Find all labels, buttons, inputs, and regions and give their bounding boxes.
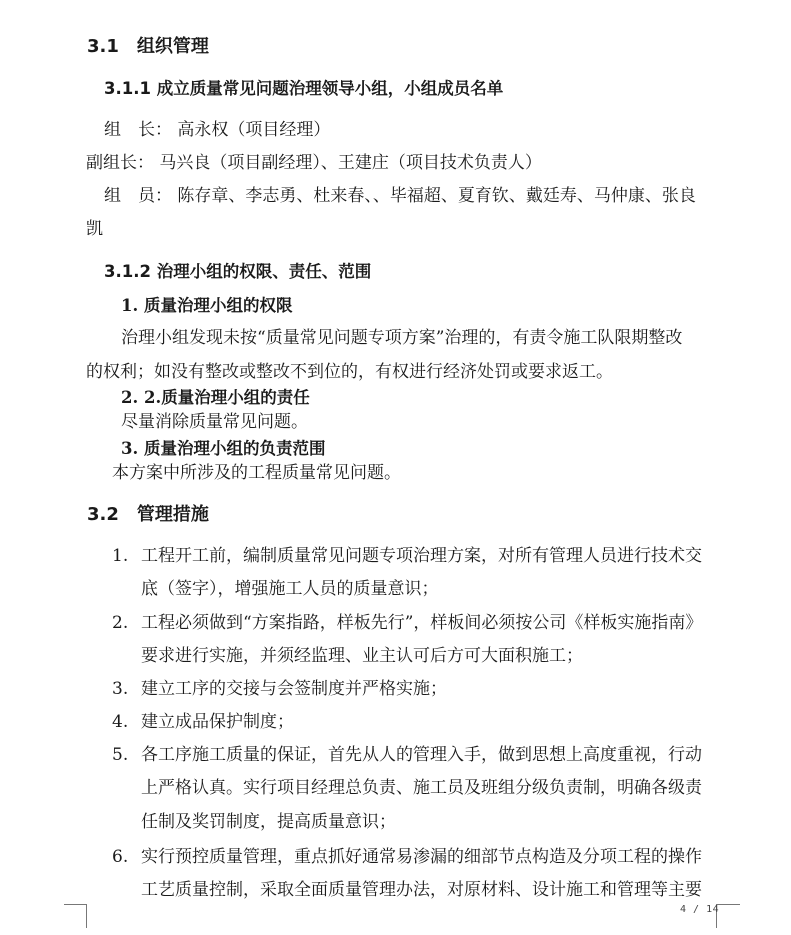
list-item-text: 建立工序的交接与会签制度并严格实施； (141, 679, 447, 699)
list-item-text: 各工序施工质量的保证，首先从人的管理入手，做到思想上高度重视，行动 (141, 745, 702, 765)
list-item-text: 工程开工前，编制质量常见问题专项治理方案，对所有管理人员进行技术交 (141, 546, 702, 566)
list-item-text: 实行预控质量管理，重点抓好通常易渗漏的细部节点构造及分项工程的操作 (141, 847, 702, 867)
team-deputy-line: 副组长： 马兴良（项目副经理）、王建庄（项目技术负责人） (86, 153, 542, 173)
list-item-text: 建立成品保护制度； (141, 712, 294, 732)
list-item-number: 4. (112, 712, 129, 732)
list-item-text: 要求进行实施，并须经监理、业主认可后方可大面积施工； (141, 646, 583, 666)
list-item-number: 2. (112, 613, 129, 633)
scope-text: 本方案中所涉及的工程质量常见问题。 (112, 463, 401, 483)
responsibility-text: 尽量消除质量常见问题。 (121, 412, 308, 432)
section-3-2-heading: 3.2 管理措施 (87, 504, 209, 525)
section-3-1-1-heading: 3.1.1 成立质量常见问题治理领导小组，小组成员名单 (104, 79, 504, 98)
list-item-text: 上严格认真。实行项目经理总负责、施工员及班组分级负责制，明确各级责 (141, 778, 702, 798)
authority-text-line-2: 的权利；如没有整改或整改不到位的，有权进行经济处罚或要求返工。 (86, 362, 613, 382)
section-3-1-2-heading: 3.1.2 治理小组的权限、责任、范围 (104, 262, 372, 281)
responsibility-title: 2. 2.质量治理小组的责任 (121, 388, 310, 407)
page-corner-mark-left-h (64, 904, 86, 905)
list-item-text: 底（签字），增强施工人员的质量意识； (141, 579, 439, 599)
team-leader-line: 组 长： 高永权（项目经理） (104, 120, 331, 140)
list-item-text: 工程必须做到“方案指路，样板先行”，样板间必须按公司《样板实施指南》 (141, 613, 703, 633)
page-corner-mark-right-h (716, 904, 740, 905)
section-3-1-heading: 3.1 组织管理 (87, 36, 209, 57)
list-item-number: 1. (112, 546, 129, 566)
team-members-line-2: 凯 (86, 219, 103, 239)
team-members-line-1: 组 员： 陈存章、李志勇、杜来春、、毕福超、夏育钦、戴廷寿、马仲康、张良 (104, 186, 696, 206)
list-item-number: 5. (112, 745, 129, 765)
list-item-number: 3. (112, 679, 129, 699)
page-number: 4 / 14 (680, 904, 720, 915)
scope-title: 3. 质量治理小组的负责范围 (121, 439, 326, 458)
list-item-number: 6. (112, 847, 129, 867)
authority-title: 1. 质量治理小组的权限 (121, 296, 293, 315)
page-corner-mark-left (86, 904, 87, 928)
list-item-text: 工艺质量控制，采取全面质量管理办法，对原材料、设计施工和管理等主要 (141, 880, 702, 900)
list-item-text: 任制及奖罚制度，提高质量意识； (141, 812, 396, 832)
authority-text-line-1: 治理小组发现未按“质量常见问题专项方案”治理的，有责令施工队限期整改 (121, 328, 683, 348)
